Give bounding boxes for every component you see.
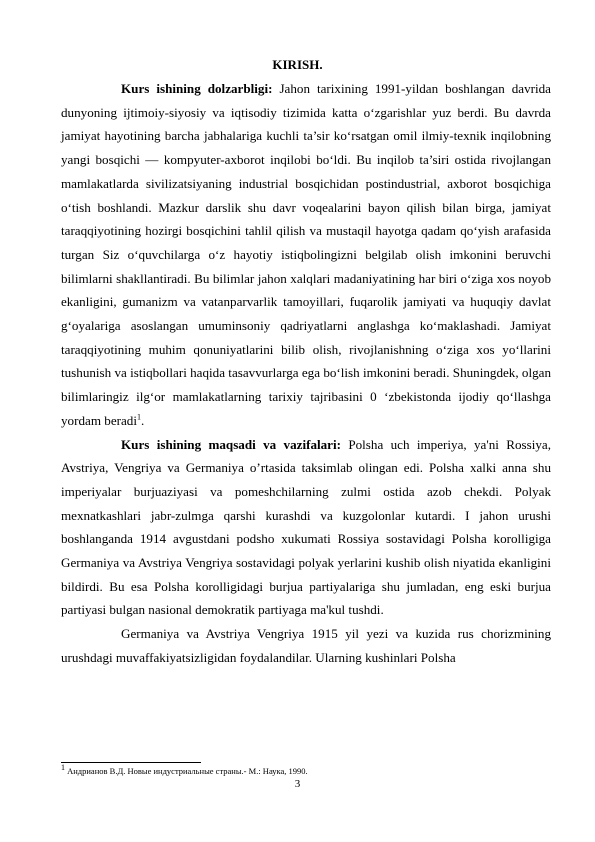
paragraph-continuation — [61, 622, 551, 669]
body-text — [61, 77, 551, 670]
footnote-number: 1 — [61, 763, 65, 773]
paragraph-text: Jahon tarixining 1991-yildan boshlangan davrida dunyoning ijtimoiy-siyosiy va iqtisodiy tizimida katta o‘zgarishlar yuz berdi. Bu davrda jamiyat hayotining barcha jabhalariga kuchli ta’sir ko‘rsatgan omil ilmiy-texnik inqilobning yangi bosqichi — kompyuter-axborot inqilobi bo‘ldi. Bu inqilob ta’siri ostida rivojlangan mamlakatlarda sivilizatsiyaning industrial bosqichidan postindustrial, axborot bosqichiga o‘tish boshlandi. Mazkur darslik shu davr voqealarini bayon qilish bilan birga, jamiyat taraqqiyotining hozirgi bosqichini tahlil qilish va mustaqil hayotga qadam qo‘yish arafasida turgan Siz o‘quvchilarga o‘z hayotiy istiqbolingizni belgilab olish imkonini beruvchi bilimlarni shakllantiradi. Bu bilimlar jahon xalqlari madaniyatining har biri o‘ziga xos noyob ekanligini, gumanizm va vatanparvarlik tamoyillari, fuqarolik jamiyati va huquqiy davlat g‘oyalariga asoslangan umuminsoniy qadriyatlarni anglashga ko‘maklashadi. Jamiyat taraqqiyotining muhim qonuniyatlarini bilib olish, rivojlanishning o‘ziga xos yo‘llarini tushunish va istiqbollari haqida tasavvurlarga ega bo‘lish imkonini beradi. Shuningdek, olgan bilimlaringiz ilg‘or mamlakatlarning tarixiy tajribasini 0 ‘zbekistonda ijodiy qo‘llashga yordam beradi — [61, 81, 551, 428]
paragraph-relevance — [61, 77, 551, 433]
footnote-divider — [61, 762, 201, 763]
footnote-reference[interactable]: 1 — [137, 412, 141, 422]
page-number: 3 — [294, 778, 301, 790]
footnote-text: Андрианов В.Д. Новые индустриальные страны.- М.: Наука, 1990. — [65, 766, 308, 776]
paragraph-lead: Kurs ishining maqsadi va vazifalari: — [121, 436, 341, 452]
paragraph-goals — [61, 433, 551, 623]
paragraph-tail: . — [141, 412, 145, 428]
footnote — [61, 763, 551, 777]
paragraph-lead: Kurs ishining dolzarbligi: — [121, 81, 273, 96]
page-title: KIRISH. — [272, 57, 323, 72]
paragraph-text: Germaniya va Avstriya Vengriya 1915 yil yezi va kuzida rus chorizmining urushdagi muvaffakiyatsizligidan foydalandilar. Ularning kushinlari Polsha — [61, 626, 551, 665]
paragraph-text: Polsha uch imperiya, ya'ni Rossiya, Avstriya, Vengriya va Germaniya o’rtasida taksimlab olingan edi. Polsha xalki anna shu imperiyalar burjuaziyasi va pomeshchilarning zulmi ostida azob chekdi. Polyak mexnatkashlari jabr-zulmga qarshi kurashdi va kuzgolonlar kutardi. I jahon urushi boshlanganda 1914 avgustdani podsho xukumati Rossiya sostavidagi Polsha korolligiga Germaniya va Avstriya Vengriya sostavidagi polyak yerlarini kushib olish niyatida ekanligini bildirdi. Bu esa Polsha korolligidagi burjua partiyalariga shu jumladan, eng eski burjua partiyasi bulgan nasional demokratik partiyaga ma'kul tushdi. — [61, 436, 551, 618]
